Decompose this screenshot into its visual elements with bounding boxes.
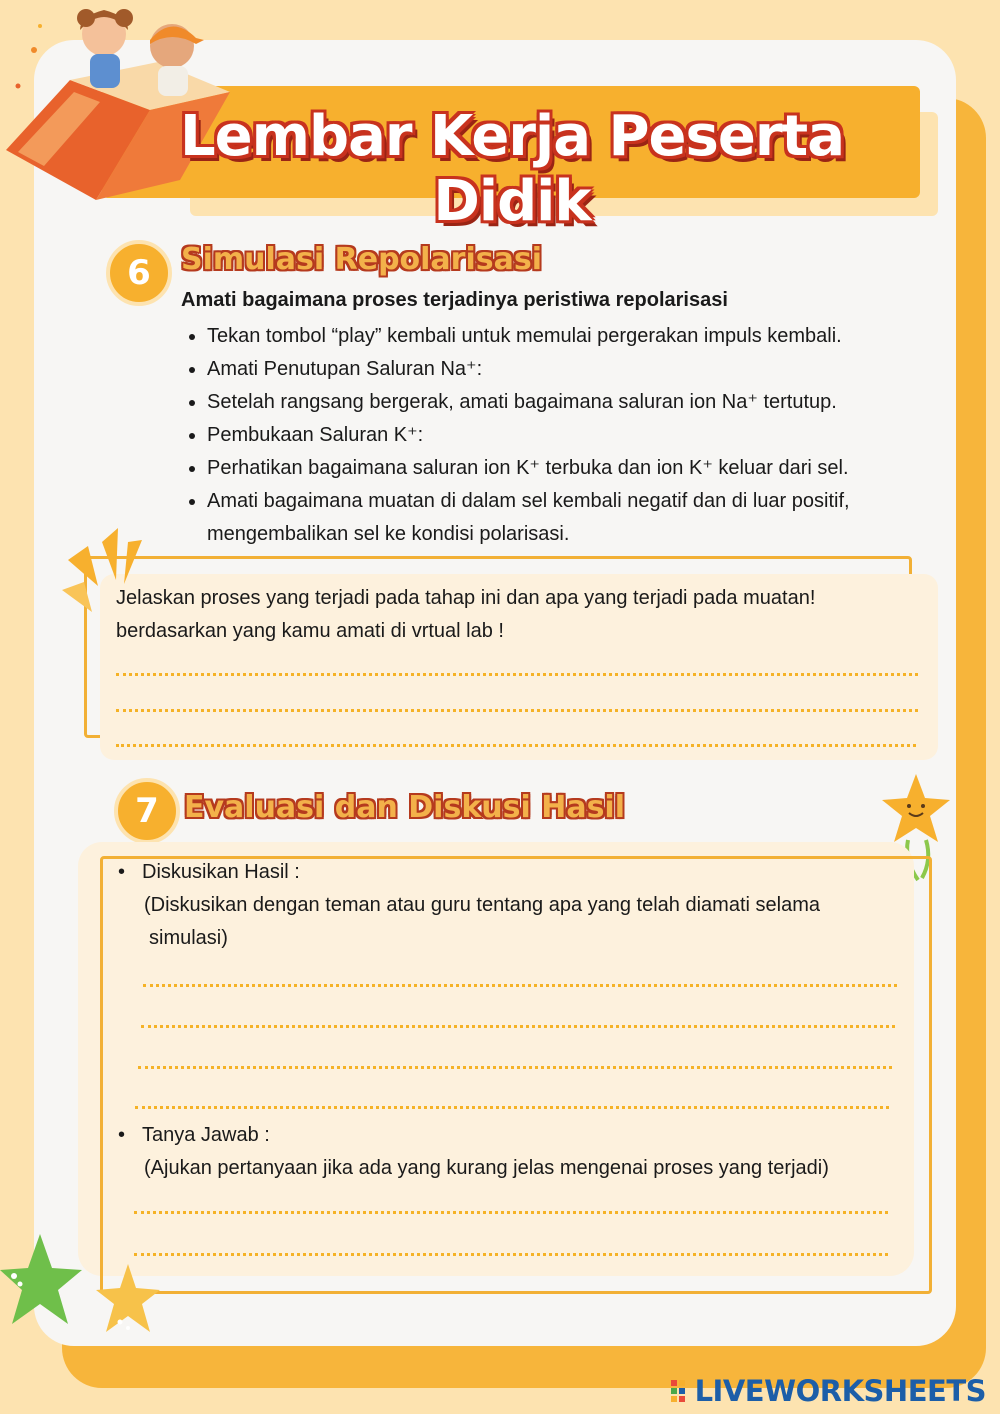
stars-icon xyxy=(0,1228,170,1348)
liveworksheets-mark-icon xyxy=(671,1380,693,1406)
answer-line[interactable] xyxy=(134,1253,888,1256)
page-title: Lembar Kerja Peserta Didik xyxy=(179,104,844,234)
qa-title: Tanya Jawab : xyxy=(142,1124,270,1146)
answer-line[interactable] xyxy=(143,984,897,987)
list-item: • Setelah rangsang bergerak, amati bagaimana saluran ion Na⁺ tertutup. xyxy=(207,386,957,419)
section-6-question xyxy=(116,582,916,648)
discussion-desc: (Diskusikan dengan teman atau guru tentang apa yang telah diamati selama xyxy=(144,894,820,916)
answer-line[interactable] xyxy=(116,709,918,712)
liveworksheets-logo xyxy=(671,1374,986,1408)
bullet-icon: • xyxy=(118,1124,126,1146)
question-answer-item xyxy=(118,1119,908,1185)
logo-text: LIVEWORKSHEETS xyxy=(694,1374,986,1408)
answer-line[interactable] xyxy=(134,1211,888,1214)
section-6-subtitle: Amati bagaimana proses terjadinya peristiwa repolarisasi xyxy=(181,289,728,311)
section-6-instruction-list xyxy=(181,320,957,551)
answer-line[interactable] xyxy=(135,1106,889,1109)
answer-line[interactable] xyxy=(138,1066,892,1069)
list-item: • Pembukaan Saluran K⁺: xyxy=(207,419,957,452)
list-item: • Amati bagaimana muatan di dalam sel kembali negatif dan di luar positif, mengembalikan sel ke kondisi polarisasi. xyxy=(207,485,957,551)
section-6-title: Simulasi Repolarisasi xyxy=(181,242,542,277)
question-line: berdasarkan yang kamu amati di vrtual lab ! xyxy=(116,620,504,642)
list-item: • Tekan tombol “play” kembali untuk memulai pergerakan impuls kembali. xyxy=(207,320,957,353)
answer-line[interactable] xyxy=(116,744,916,747)
answer-line[interactable] xyxy=(141,1025,895,1028)
question-line: Jelaskan proses yang terjadi pada tahap ini dan apa yang terjadi pada muatan! xyxy=(116,587,816,609)
section-7-number-badge: 7 xyxy=(114,778,180,844)
list-item: • Perhatikan bagaimana saluran ion K⁺ terbuka dan ion K⁺ keluar dari sel. xyxy=(207,452,957,485)
list-item: • Amati Penutupan Saluran Na⁺: xyxy=(207,353,957,386)
section-6-number-badge: 6 xyxy=(106,240,172,306)
qa-desc: (Ajukan pertanyaan jika ada yang kurang jelas mengenai proses yang terjadi) xyxy=(144,1157,829,1179)
answer-line[interactable] xyxy=(116,673,918,676)
discussion-desc: simulasi) xyxy=(149,927,228,949)
section-7-title: Evaluasi dan Diskusi Hasil xyxy=(184,790,625,825)
discussion-item xyxy=(118,856,908,955)
discussion-title: Diskusikan Hasil : xyxy=(142,861,300,883)
bullet-icon: • xyxy=(118,861,126,883)
